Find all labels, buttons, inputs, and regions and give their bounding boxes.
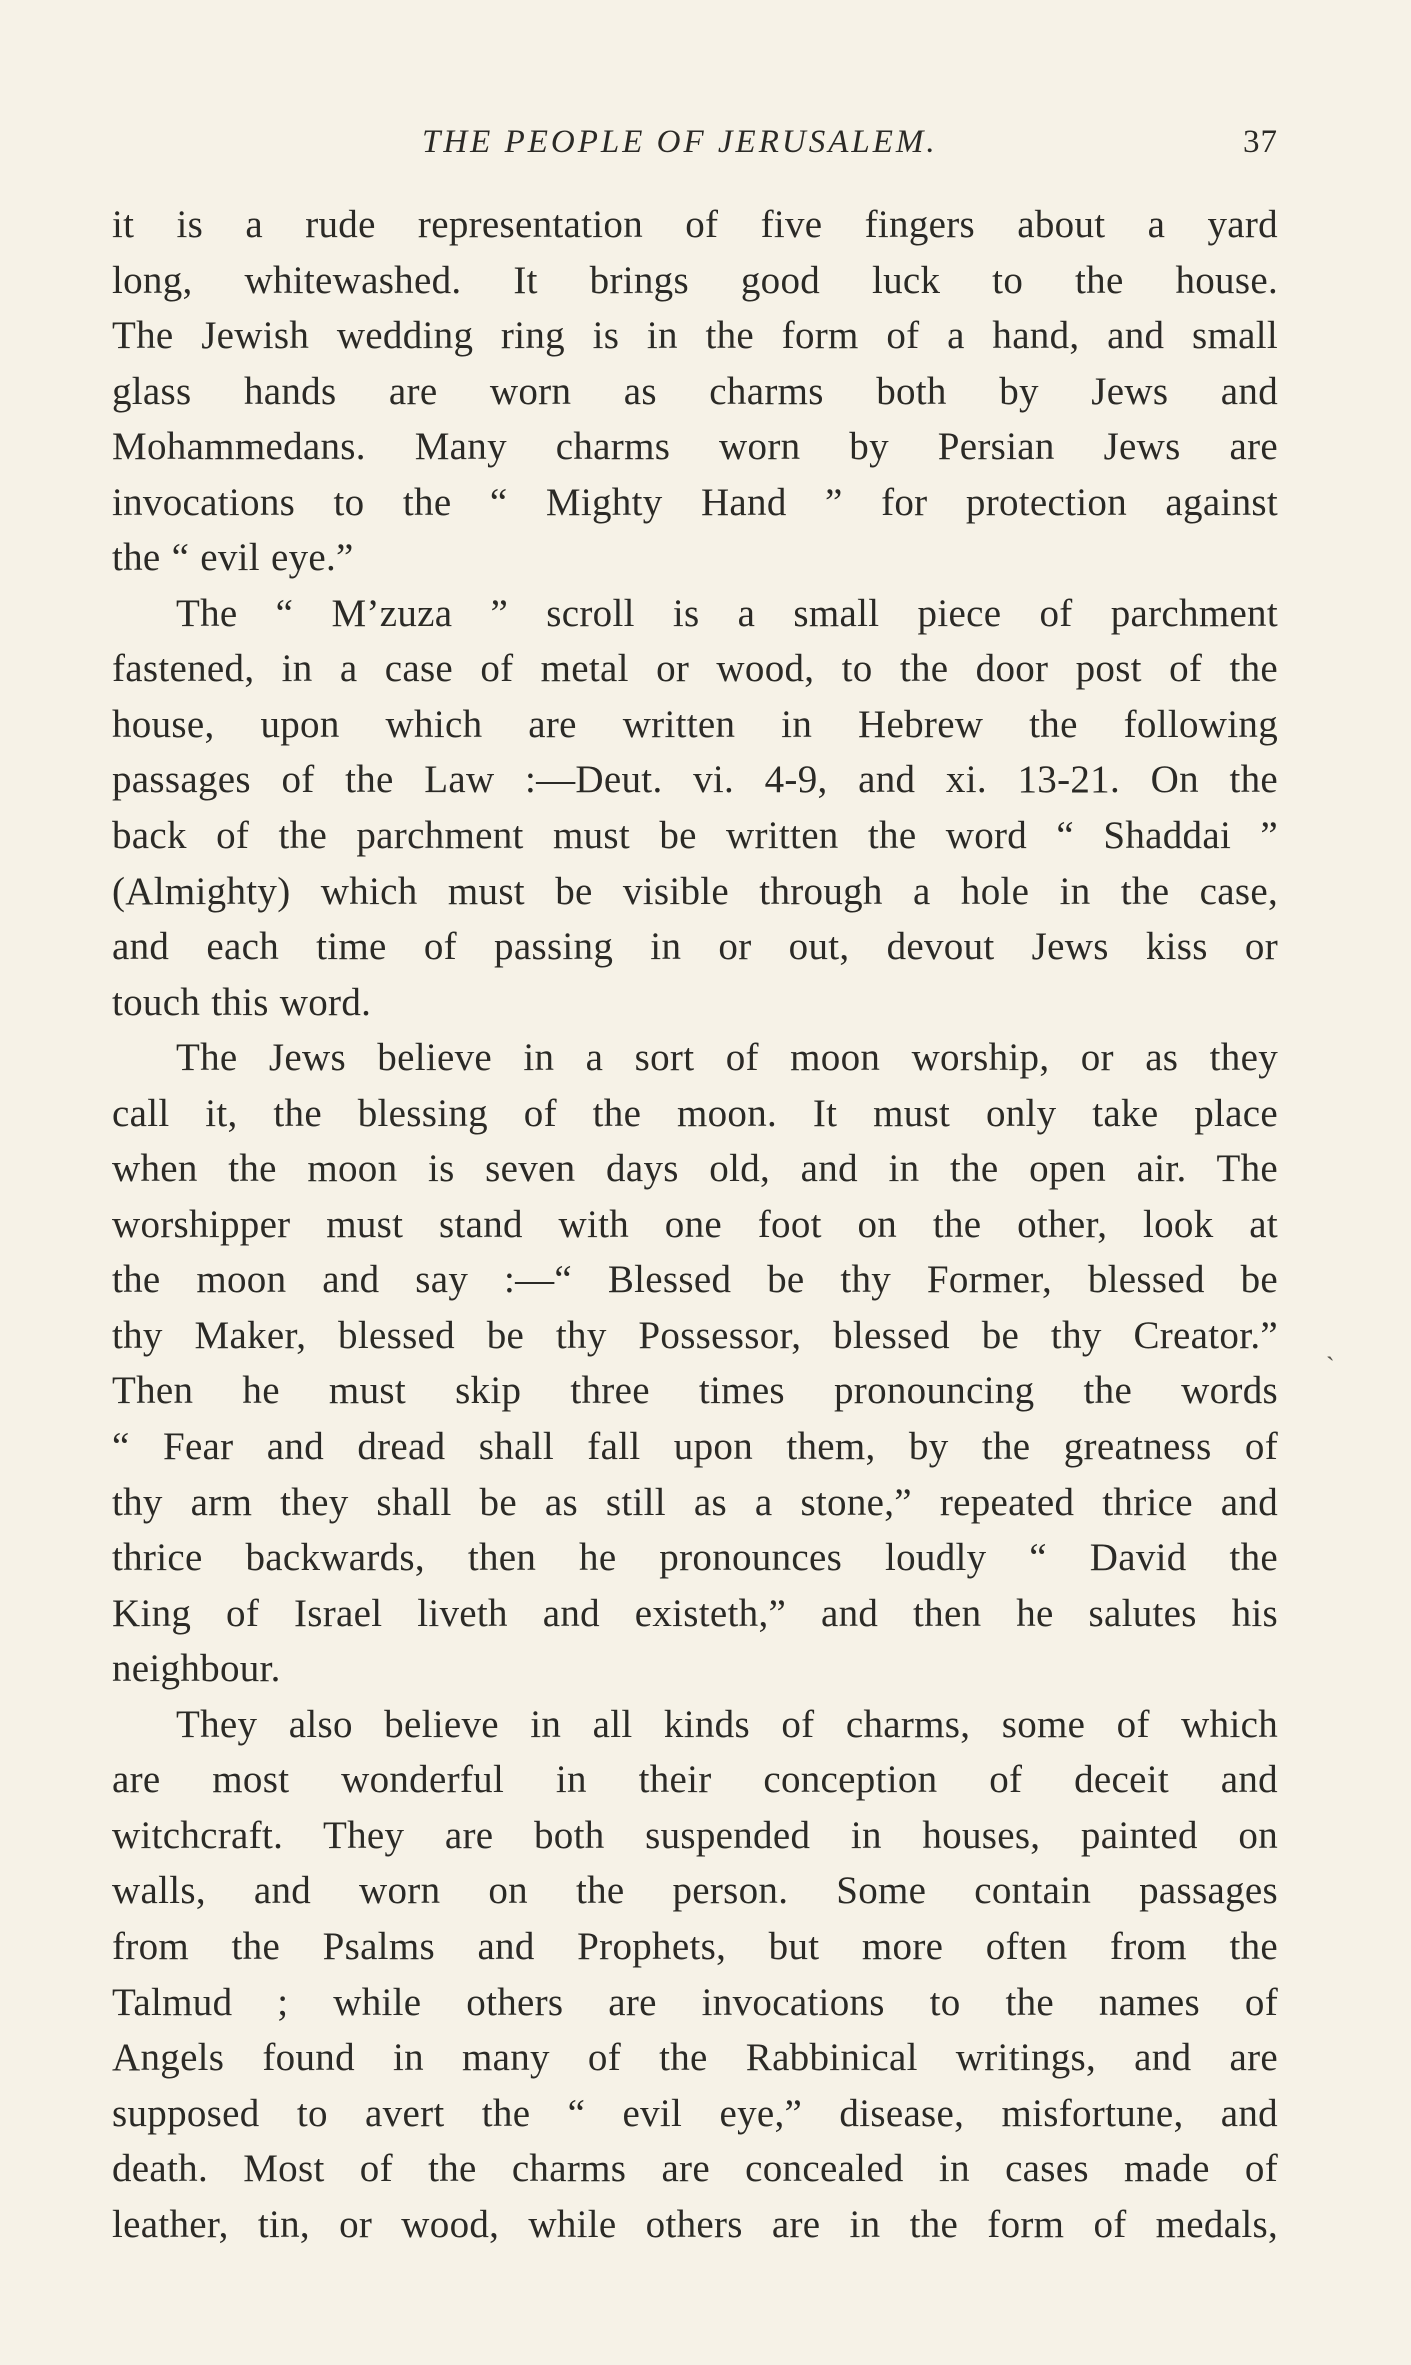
margin-mark: ˴ <box>1326 1340 1335 1369</box>
text-line: supposed to avert the “ evil eye,” disease, misfortune, and <box>112 2091 1278 2135</box>
text-line: Talmud ; while others are invocations to the names of <box>112 1980 1278 2024</box>
text-line: invocations to the “ Mighty Hand ” for protection against <box>112 480 1278 524</box>
text-line: house, upon which are written in Hebrew the following <box>112 702 1278 746</box>
text-line: neighbour. <box>112 1647 281 1691</box>
text-line: fastened, in a case of metal or wood, to the door post of the <box>112 647 1278 691</box>
text-line: thy Maker, blessed be thy Possessor, blessed be thy Creator.” <box>112 1313 1278 1357</box>
text-line: The Jewish wedding ring is in the form of a hand, and small <box>112 314 1278 358</box>
text-line: when the moon is seven days old, and in the open air. The <box>112 1147 1278 1191</box>
text-line: Angels found in many of the Rabbinical writings, and are <box>112 2036 1278 2080</box>
text-line: thy arm they shall be as still as a stone,” repeated thrice and <box>112 1480 1278 1524</box>
text-line: King of Israel liveth and existeth,” and then he salutes his <box>112 1591 1278 1635</box>
text-line: back of the parchment must be written the word “ Shaddai ” <box>112 814 1278 858</box>
text-line: death. Most of the charms are concealed in cases made of <box>112 2147 1278 2191</box>
text-line: worshipper must stand with one foot on the other, look at <box>112 1202 1278 1246</box>
text-line: the “ evil eye.” <box>112 536 354 580</box>
text-line: Then he must skip three times pronouncing the words <box>112 1369 1278 1413</box>
text-line: leather, tin, or wood, while others are in the form of medals, <box>112 2202 1278 2246</box>
text-line: and each time of passing in or out, devout Jews kiss or <box>112 925 1278 969</box>
text-line: walls, and worn on the person. Some contain passages <box>112 1869 1278 1913</box>
text-line: “ Fear and dread shall fall upon them, by the greatness of <box>112 1425 1278 1469</box>
text-line: glass hands are worn as charms both by Jews and <box>112 369 1278 413</box>
text-line: The “ M’zuza ” scroll is a small piece of parchment <box>176 591 1278 635</box>
text-line: witchcraft. They are both suspended in houses, painted on <box>112 1813 1278 1857</box>
running-head <box>112 124 1278 170</box>
text-line: the moon and say :—“ Blessed be thy Former, blessed be <box>112 1258 1278 1302</box>
text-line: long, whitewashed. It brings good luck to the house. <box>112 258 1278 302</box>
text-line: are most wonderful in their conception of deceit and <box>112 1758 1278 1802</box>
text-line: The Jews believe in a sort of moon worship, or as they <box>176 1036 1278 1080</box>
text-line: call it, the blessing of the moon. It must only take place <box>112 1091 1278 1135</box>
running-title: THE PEOPLE OF JERUSALEM. <box>422 124 938 160</box>
text-line: Mohammedans. Many charms worn by Persian Jews are <box>112 425 1278 469</box>
text-line: from the Psalms and Prophets, but more often from the <box>112 1924 1278 1968</box>
body-text <box>112 197 1278 2252</box>
page-number: 37 <box>1243 124 1278 160</box>
text-line: touch this word. <box>112 980 372 1024</box>
text-line: They also believe in all kinds of charms, some of which <box>176 1702 1278 1746</box>
text-line: it is a rude representation of five fingers about a yard <box>112 203 1278 246</box>
text-line: (Almighty) which must be visible through a hole in the case, <box>112 869 1278 913</box>
text-line: thrice backwards, then he pronounces loudly “ David the <box>112 1536 1278 1580</box>
text-line: passages of the Law :—Deut. vi. 4-9, and xi. 13-21. On the <box>112 758 1278 802</box>
